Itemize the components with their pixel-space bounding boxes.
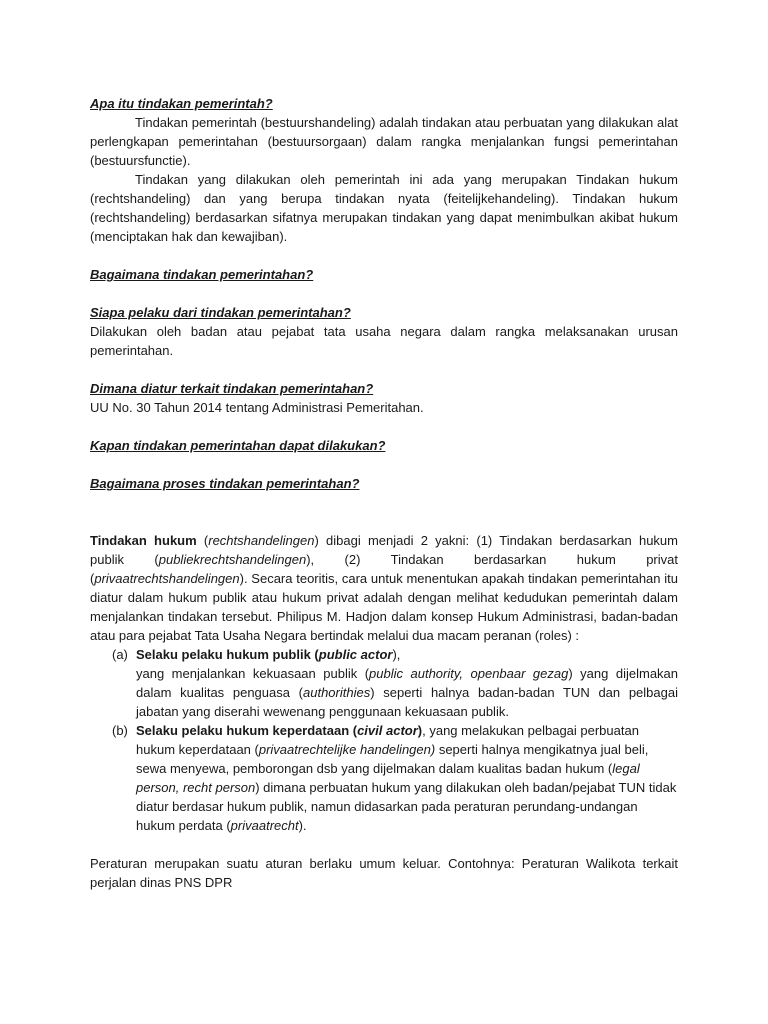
text-run: , yang melakukan pelbagai perbuatan hukum keperdataan ( (136, 723, 639, 757)
text-run: ), (392, 647, 401, 662)
bold-italic-text: civil actor (357, 723, 418, 738)
document-body (90, 94, 678, 892)
list-item-title (136, 645, 678, 664)
paragraph: Tindakan yang dilakukan oleh pemerintah ini ada yang merupakan Tindakan hukum (rechtshandeling) dan yang berupa tindakan nyata (feitelijkehandeling). Tindakan hukum (rechtshandeling) berdasarkan sifatnya merupakan tindakan yang dapat menimbulkan akibat hukum (menciptakan hak dan kewajiban). (90, 172, 678, 244)
italic-text: rechtshandelingen (208, 533, 315, 548)
text-run: yang menjalankan kekuasaan publik ( (136, 666, 370, 681)
italic-text: public authority, openbaar gezag (369, 666, 569, 681)
text-run: ). (298, 818, 307, 833)
list-item (90, 645, 678, 721)
bold-text: Selaku pelaku hukum publik ( (136, 647, 319, 662)
list-item (90, 721, 678, 835)
bold-italic-text: public actor (318, 647, 393, 662)
text-run: ) seperti halnya badan-badan TUN dan pelbagai jabatan yang diserahi wewenang penggunaan kekuasaan publik. (136, 685, 678, 719)
italic-text: authorithies (303, 685, 371, 700)
heading-dimana: Dimana diatur terkait tindakan pemerintahan? (90, 381, 374, 396)
heading-kapan: Kapan tindakan pemerintahan dapat dilakukan? (90, 438, 386, 453)
bold-text: ) (417, 723, 423, 738)
italic-text: publiekrechtshandelingen (158, 552, 307, 567)
paragraph: Dilakukan oleh badan atau pejabat tata usaha negara dalam rangka melaksanakan urusan pemerintahan. (90, 324, 678, 358)
text-run: ). Secara teoritis, cara untuk menentukan apakah tindakan pemerintahan itu diatur dalam hukum publik atau hukum privat adalah dengan melihat kedudukan pemerintah dalam menjalankan tindakan tersebut. Philipus M. Hadjon dalam konsep Hukum Administrasi, badan-badan atau para pejabat Tata Usaha Negara bertindak melalui dua macam peranan (roles) : (90, 571, 678, 643)
list-item-text (136, 664, 678, 721)
list-label: (b) (112, 723, 128, 738)
text-run: seperti halnya mengikatnya jual beli, sewa menyewa, pemborongan dsb yang dijelmakan dalam kualitas badan hukum ( (136, 742, 649, 776)
list-item-text (136, 721, 678, 835)
italic-text: privaatrechtelijke handelingen) (258, 742, 436, 757)
text-run: ) dimana perbuatan hukum yang dilakukan oleh badan/pejabat TUN tidak diatur berdasar hukum publik, namun didasarkan pada peraturan perundang-undangan hukum perdata ( (136, 780, 677, 833)
paragraph-tindakan-hukum (90, 531, 678, 645)
heading-proses: Bagaimana proses tindakan pemerintahan? (90, 476, 360, 491)
text-run: ) dibagi menjadi 2 yakni: (1) Tindakan berdasarkan hukum publik ( (90, 533, 678, 567)
paragraph-peraturan: Peraturan merupakan suatu aturan berlaku umum keluar. Contohnya: Peraturan Walikota terkait perjalan dinas PNS DPR (90, 856, 678, 890)
heading-siapa: Siapa pelaku dari tindakan pemerintahan? (90, 305, 351, 320)
paragraph: Tindakan pemerintah (bestuurshandeling) adalah tindakan atau perbuatan yang dilakukan alat perlengkapan pemerintahan (bestuursorgaan) dalam rangka menjalankan fungsi pemerintahan (bestuursfunctie). (90, 115, 678, 168)
paragraph: UU No. 30 Tahun 2014 tentang Administrasi Pemeritahan. (90, 400, 424, 415)
heading-apa-itu: Apa itu tindakan pemerintah? (90, 96, 273, 111)
heading-bagaimana: Bagaimana tindakan pemerintahan? (90, 267, 314, 282)
list-label: (a) (112, 647, 128, 662)
text-run: ), (2) Tindakan berdasarkan hukum privat ( (90, 552, 678, 586)
text-run: ( (196, 533, 209, 548)
text-run: ) yang dijelmakan dalam kualitas penguasa ( (136, 666, 679, 700)
italic-text: privaatrecht (230, 818, 299, 833)
bold-text: Selaku pelaku hukum keperdataan ( (136, 723, 358, 738)
italic-text: legal person, recht person (136, 761, 640, 795)
italic-text: privaatrechtshandelingen (94, 571, 240, 586)
bold-text: Tindakan hukum (90, 533, 197, 548)
